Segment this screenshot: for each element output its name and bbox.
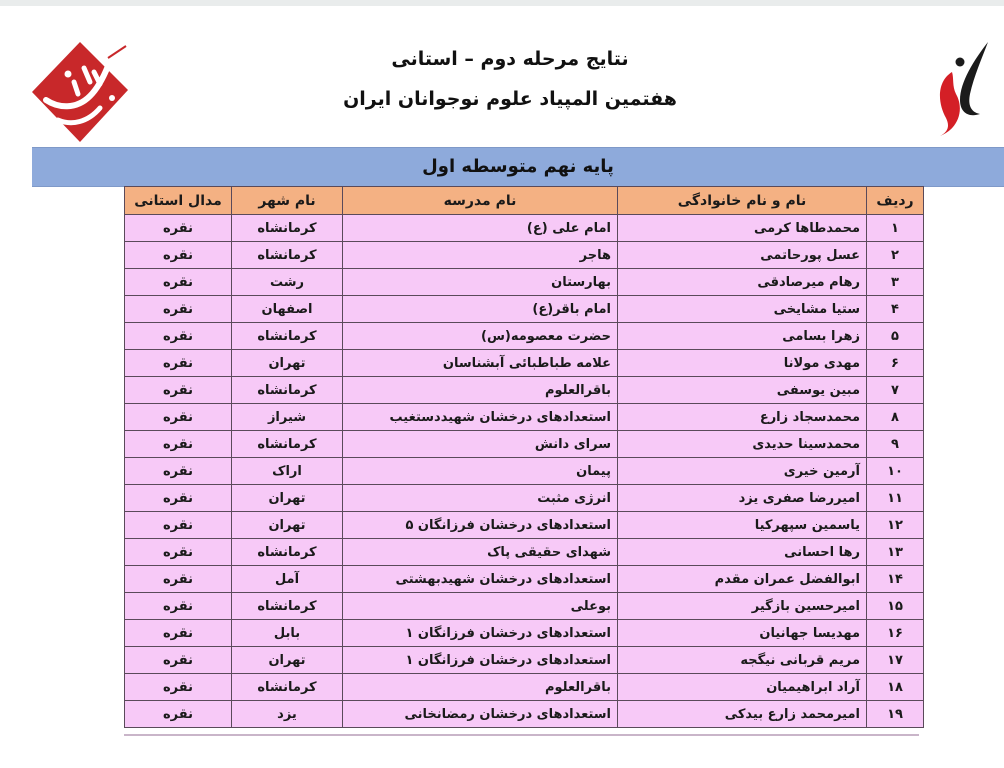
table-row [125,539,924,566]
column-header-rank: ردیف [867,187,924,215]
cell-school: استعدادهای درخشان شهیدبهشتی [343,566,618,593]
column-header-name: نام و نام خانوادگی [618,187,867,215]
cell-city: کرمانشاه [232,539,343,566]
top-strip [0,0,1004,6]
cell-name: امیرمحمد زارع بیدکی [618,701,867,728]
cell-city: کرمانشاه [232,377,343,404]
table-row [125,323,924,350]
cell-name: امیررضا صفری یزد [618,485,867,512]
section-title: پایه نهم متوسطه اول [422,156,614,177]
cell-medal: نقره [125,458,232,485]
cell-city: تهران [232,647,343,674]
cell-city: تهران [232,350,343,377]
page-title: نتایج مرحله دوم – استانی [391,48,629,70]
cell-rank: ۴ [867,296,924,323]
cell-school: بوعلی [343,593,618,620]
cell-rank: ۱۰ [867,458,924,485]
cell-name: محمدسجاد زارع [618,404,867,431]
cell-city: کرمانشاه [232,242,343,269]
cell-medal: نقره [125,269,232,296]
cell-name: مبین یوسفی [618,377,867,404]
table-row [125,512,924,539]
cell-rank: ۳ [867,269,924,296]
cell-medal: نقره [125,296,232,323]
cell-city: آمل [232,566,343,593]
cell-medal: نقره [125,512,232,539]
cell-school: امام باقر(ع) [343,296,618,323]
cell-name: آرمین خیری [618,458,867,485]
cell-medal: نقره [125,566,232,593]
cell-city: کرمانشاه [232,674,343,701]
cell-name: آراد ابراهیمیان [618,674,867,701]
cell-city: کرمانشاه [232,215,343,242]
cell-rank: ۱۶ [867,620,924,647]
column-header-city: نام شهر [232,187,343,215]
table-row [125,485,924,512]
cell-school: امام علی (ع) [343,215,618,242]
cell-rank: ۱۷ [867,647,924,674]
cell-medal: نقره [125,431,232,458]
cell-name: ابوالفضل عمران مقدم [618,566,867,593]
cell-rank: ۷ [867,377,924,404]
table-row [125,242,924,269]
table-row [125,215,924,242]
table-row [125,674,924,701]
column-header-medal: مدال استانی [125,187,232,215]
cell-medal: نقره [125,485,232,512]
cell-rank: ۱ [867,215,924,242]
cell-rank: ۱۸ [867,674,924,701]
table-bottom-edge [124,734,919,736]
cell-name: امیرحسین بازگیر [618,593,867,620]
cell-school: انرژی مثبت [343,485,618,512]
cell-school: استعدادهای درخشان فرزانگان ۱ [343,620,618,647]
cell-name: محمدسینا حدیدی [618,431,867,458]
cell-medal: نقره [125,647,232,674]
table-row [125,350,924,377]
cell-rank: ۱۴ [867,566,924,593]
tebyan-logo-icon [28,38,133,148]
cell-city: اراک [232,458,343,485]
cell-rank: ۱۲ [867,512,924,539]
cell-name: رها احسانی [618,539,867,566]
cell-name: یاسمین سپهرکیا [618,512,867,539]
table-row [125,593,924,620]
table-row [125,431,924,458]
cell-rank: ۱۱ [867,485,924,512]
cell-rank: ۹ [867,431,924,458]
cell-school: استعدادهای درخشان رمضانخانی [343,701,618,728]
table-row [125,269,924,296]
tebyan-logo [28,38,133,148]
cell-city: تهران [232,485,343,512]
section-band [32,147,1004,187]
table-row [125,566,924,593]
page-subtitle: هفتمین المپیاد علوم نوجوانان ایران [343,88,677,110]
cell-medal: نقره [125,674,232,701]
cell-medal: نقره [125,701,232,728]
cell-rank: ۱۳ [867,539,924,566]
table-row [125,296,924,323]
results-table [124,186,924,728]
cell-name: مهدیسا جهانیان [618,620,867,647]
cell-rank: ۱۹ [867,701,924,728]
cell-medal: نقره [125,323,232,350]
cell-school: پیمان [343,458,618,485]
cell-rank: ۲ [867,242,924,269]
table-header-row [125,187,924,215]
cell-medal: نقره [125,377,232,404]
cell-city: رشت [232,269,343,296]
cell-city: اصفهان [232,296,343,323]
cell-rank: ۸ [867,404,924,431]
cell-rank: ۱۵ [867,593,924,620]
cell-city: بابل [232,620,343,647]
cell-school: باقرالعلوم [343,674,618,701]
cell-school: بهارستان [343,269,618,296]
cell-city: کرمانشاه [232,431,343,458]
cell-medal: نقره [125,404,232,431]
cell-school: استعدادهای درخشان فرزانگان ۵ [343,512,618,539]
cell-name: رهام میرصادقی [618,269,867,296]
nad-logo-icon [930,38,992,138]
cell-school: استعدادهای درخشان فرزانگان ۱ [343,647,618,674]
cell-medal: نقره [125,350,232,377]
cell-name: مریم قربانی نیگجه [618,647,867,674]
cell-medal: نقره [125,539,232,566]
cell-name: محمدطاها کرمی [618,215,867,242]
cell-name: مهدی مولانا [618,350,867,377]
cell-rank: ۶ [867,350,924,377]
cell-medal: نقره [125,593,232,620]
table-row [125,647,924,674]
table-row [125,404,924,431]
cell-name: ستیا مشایخی [618,296,867,323]
cell-school: هاجر [343,242,618,269]
cell-medal: نقره [125,215,232,242]
cell-name: عسل پورحاتمی [618,242,867,269]
cell-school: استعدادهای درخشان شهیددستغیب [343,404,618,431]
table-row [125,377,924,404]
nad-logo [930,38,992,138]
cell-city: تهران [232,512,343,539]
cell-school: شهدای حقیقی پاک [343,539,618,566]
column-header-school: نام مدرسه [343,187,618,215]
cell-rank: ۵ [867,323,924,350]
table-row [125,701,924,728]
cell-city: یزد [232,701,343,728]
cell-school: سرای دانش [343,431,618,458]
cell-school: علامه طباطبائی آبشناسان [343,350,618,377]
table-row [125,458,924,485]
cell-name: زهرا بسامی [618,323,867,350]
cell-city: شیراز [232,404,343,431]
table-row [125,620,924,647]
cell-medal: نقره [125,620,232,647]
cell-medal: نقره [125,242,232,269]
cell-school: حضرت معصومه(س) [343,323,618,350]
cell-city: کرمانشاه [232,593,343,620]
cell-city: کرمانشاه [232,323,343,350]
cell-school: باقرالعلوم [343,377,618,404]
